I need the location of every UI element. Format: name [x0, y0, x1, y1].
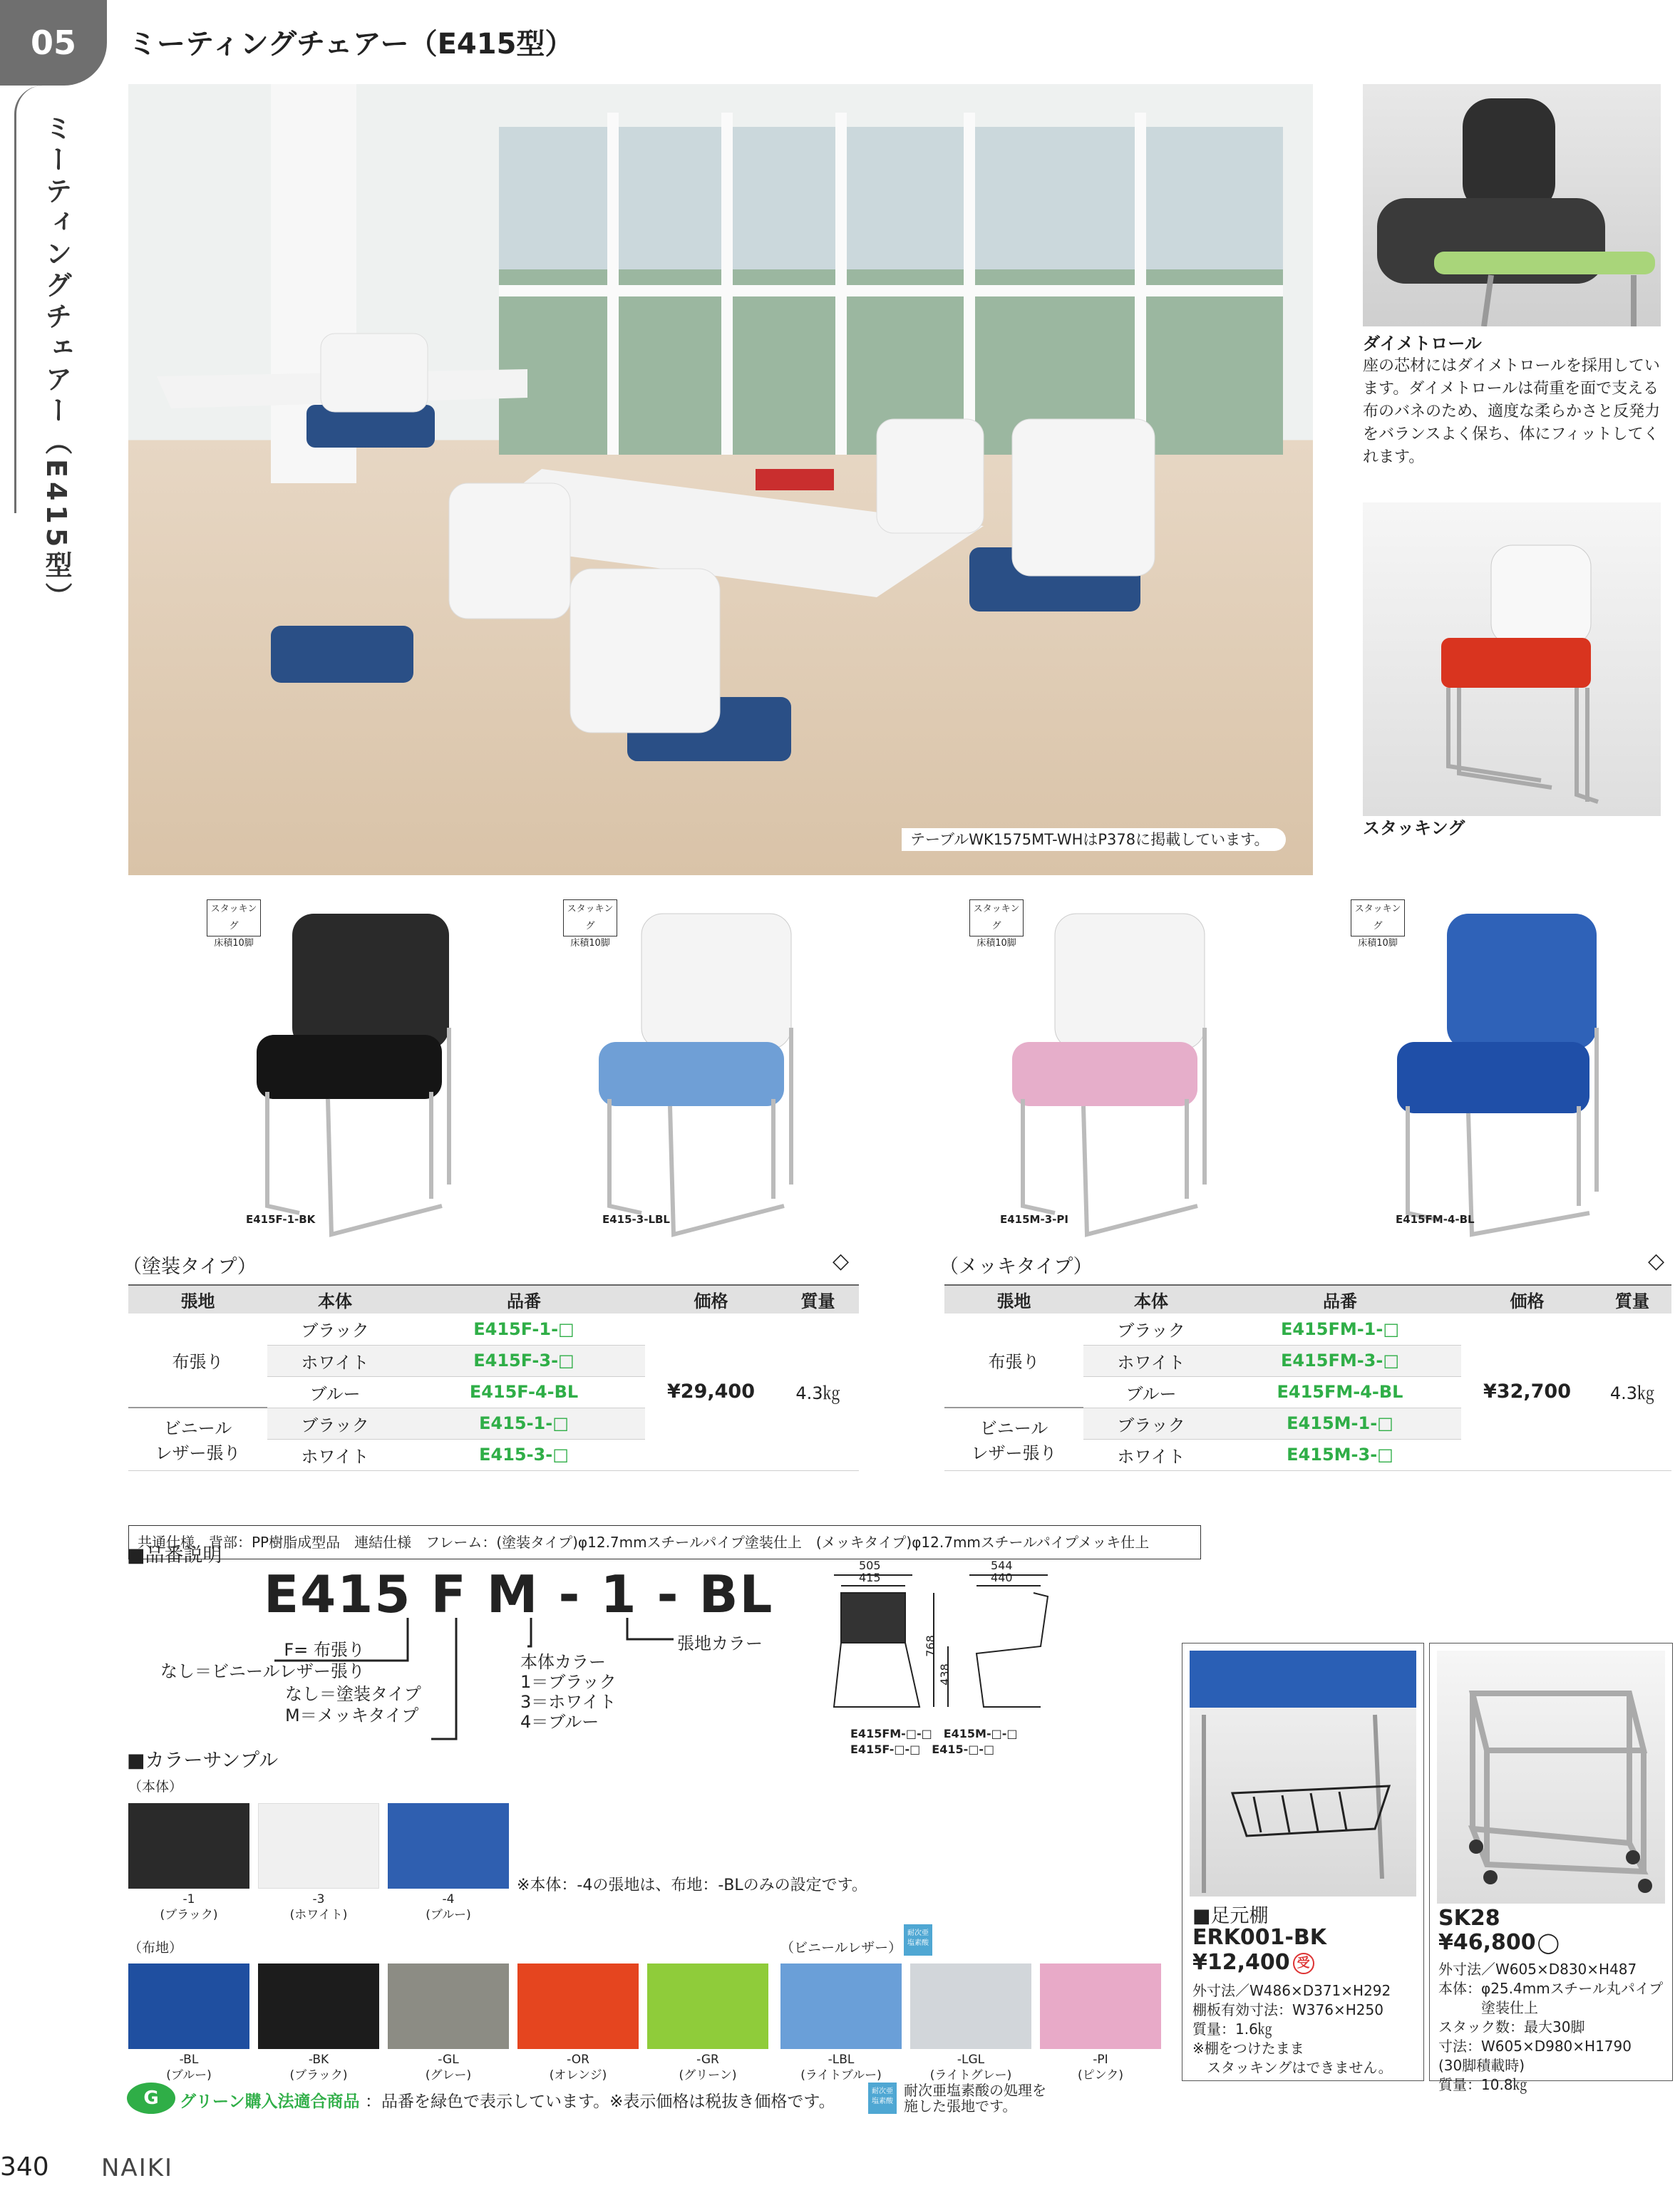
stacking-photo: [1363, 502, 1661, 816]
body-cell: ブルー: [267, 1376, 403, 1408]
common-spec: 共通仕様 背部：PP樹脂成型品 連結仕様 フレーム：(塗装タイプ)φ12.7mmスチールパイプ塗装仕上 (メッキタイプ)φ12.7mmスチールパイプメッキ仕上: [128, 1525, 1201, 1559]
code-explain-code: E415 F M - 1 - BL: [264, 1564, 774, 1624]
col-fabric: 張地: [128, 1285, 267, 1314]
dim-caption-1: E415FM-□-□ E415M-□-□: [850, 1727, 1018, 1740]
chair-image: [214, 899, 470, 1249]
plated-title: （メッキタイプ）: [939, 1256, 1093, 1278]
swatch-name: (ブラック): [289, 2068, 348, 2083]
code-explain-f: F= 布張り なし＝ビニールレザー張り: [160, 1640, 365, 1681]
fabric-swatch: [258, 1963, 379, 2049]
body-swatch-black: [128, 1803, 249, 1889]
swatch-code: -BK: [308, 2053, 329, 2067]
dim-w2: 415: [859, 1571, 881, 1584]
dymetrol-photo: [1363, 84, 1661, 326]
badge-line2: 床積10脚: [976, 938, 1016, 949]
code-explain-m: なし＝塗装タイプ M＝メッキタイプ: [285, 1684, 421, 1725]
vinyl-swatch: [780, 1963, 902, 2049]
vinyl-cell: ビニール レザー張り: [944, 1408, 1083, 1470]
chair-image: [1354, 899, 1625, 1249]
feature-dymetrol-text: 座の芯材にはダイメトロールを採用しています。ダイメトロールは荷重を面で支える布のバネのため、適度な柔らかさと反発力をバランスよく保ち、体にフィットしてくれます。: [1363, 357, 1661, 466]
code-explain-color: 本体カラー 1＝ブラック 3＝ホワイト 4＝ブルー: [520, 1652, 617, 1732]
swatch-name: (ブラック): [160, 1908, 218, 1922]
green-logo-icon: G: [127, 2083, 175, 2114]
col-price: 価格: [645, 1285, 777, 1314]
section-tab: [0, 0, 107, 86]
plated-spec-table: [944, 1284, 1671, 1471]
dim-h1: 768: [923, 1635, 937, 1657]
footer-text: ：品番を緑色で表示しています。※表示価格は税抜き価格です。: [365, 2092, 835, 2111]
col-fabric: 張地: [944, 1285, 1083, 1314]
swatch-name: (ライトブルー): [800, 2068, 882, 2083]
vinyl-swatch: [1040, 1963, 1161, 2049]
product-code: E415M-3-PI: [1000, 1213, 1068, 1226]
table-header-row: [128, 1285, 859, 1314]
body-swatch-label: [258, 1892, 379, 1923]
table-row: [128, 1314, 859, 1345]
cart-code: SK28: [1438, 1906, 1500, 1931]
body-cell: ホワイト: [267, 1345, 403, 1376]
swatch-code: -1: [182, 1892, 195, 1906]
footrest-photo: [1190, 1651, 1416, 1897]
col-code: 品番: [403, 1285, 645, 1314]
body-swatch-label: [388, 1892, 509, 1923]
footer-green: グリーン購入法適合商品: [180, 2092, 360, 2111]
fabric-swatch-label: [388, 2052, 509, 2083]
swatch-code: -3: [312, 1892, 325, 1906]
option-cart: [1429, 1643, 1673, 2093]
side-title: ミーティングチェアー（E415型）: [41, 114, 72, 614]
col-code: 品番: [1219, 1285, 1461, 1314]
fabric-swatch: [128, 1963, 249, 2049]
dim-d1: 544: [991, 1559, 1013, 1572]
cart-spec: 外寸法／W605×D830×H487 本体：φ25.4mmスチール丸パイプ 塗装仕上 スタック数：最大30脚 寸法：W605×D980×H1790 (30脚積載時) 質量：10.8㎏: [1438, 1961, 1664, 2093]
plated-diamond: ◇: [1648, 1249, 1665, 1274]
body-cell: ホワイト: [1083, 1345, 1219, 1376]
vinyl-swatches: [780, 1963, 1180, 2085]
footrest-price-value: ¥12,400: [1192, 1950, 1290, 1975]
fabric-cell: 布張り: [128, 1314, 267, 1408]
product-3: [898, 899, 1283, 1249]
swatch-code: -OR: [567, 2053, 589, 2067]
product-code: E415-3-LBL: [602, 1213, 670, 1226]
body-cell: ブラック: [1083, 1314, 1219, 1345]
code-cell: E415F-4-BL: [403, 1376, 645, 1408]
vinyl-swatch-label: [910, 2052, 1031, 2083]
dim-w1: 505: [859, 1559, 881, 1572]
weight-cell: 4.3㎏: [777, 1314, 859, 1470]
product-code: E415F-1-BK: [246, 1213, 316, 1226]
main-photo-note: テーブルWK1575MT-WHはP378に掲載しています。: [902, 828, 1286, 851]
painted-spec-table: [128, 1284, 859, 1471]
swatch-name: (グリーン): [679, 2068, 737, 2083]
code-cell: E415FM-4-BL: [1219, 1376, 1461, 1408]
room-illustration: [128, 84, 1313, 875]
badge-line1: スタッキング: [1354, 904, 1401, 932]
swatch-code: -BL: [179, 2053, 199, 2067]
fabric-label: （布地）: [128, 1940, 183, 1956]
vinyl-badge: 耐次亜 塩素酸: [904, 1924, 932, 1956]
brand-name: NAIKI: [101, 2154, 174, 2182]
painted-diamond: ◇: [833, 1249, 850, 1274]
cart-price-value: ¥46,800: [1438, 1930, 1536, 1955]
fabric-swatch-label: [647, 2052, 768, 2083]
table-row: [944, 1314, 1671, 1345]
code-cell: E415F-1-□: [403, 1314, 645, 1345]
option-footrest: [1182, 1643, 1424, 2081]
dim-h2: 438: [937, 1663, 952, 1686]
swatch-name: (ブルー): [166, 2068, 212, 2083]
code-cell: E415-1-□: [403, 1408, 645, 1439]
fabric-swatches: [128, 1963, 784, 2085]
fabric-cell: 布張り: [944, 1314, 1083, 1408]
vinyl-swatch: [910, 1963, 1031, 2049]
body-label: （本体）: [128, 1779, 183, 1795]
feature-stacking-title: スタッキング: [1363, 818, 1465, 838]
feature-dymetrol-title: ダイメトロール: [1363, 334, 1482, 354]
swatch-code: -LBL: [828, 2053, 855, 2067]
swatch-name: (オレンジ): [549, 2068, 607, 2083]
vinyl-swatch-label: [1040, 2052, 1161, 2083]
product-1: [128, 899, 513, 1249]
weight-cell: 4.3㎏: [1593, 1314, 1671, 1470]
vinyl-swatch-label: [780, 2052, 902, 2083]
page-title: ミーティングチェアー（E415型）: [128, 28, 574, 61]
vinyl-label: （ビニールレザー）: [780, 1940, 902, 1956]
footer-note: 耐次亜塩素酸の処理を 施した張地です。: [904, 2082, 1046, 2115]
dim-caption-2: E415F-□-□ E415-□-□: [850, 1743, 995, 1756]
footrest-title: ■足元棚: [1192, 1905, 1269, 1927]
price-cell: ¥29,400: [645, 1314, 777, 1470]
body-cell: ブラック: [1083, 1408, 1219, 1439]
cart-photo: [1437, 1651, 1665, 1904]
fabric-swatch-label: [517, 2052, 639, 2083]
swatch-code: -GL: [438, 2053, 459, 2067]
code-cell: E415M-3-□: [1219, 1439, 1461, 1470]
col-body: 本体: [267, 1285, 403, 1314]
fabric-swatch-label: [258, 2052, 379, 2083]
product-4: [1283, 899, 1675, 1249]
order-mark-icon: 受: [1293, 1953, 1314, 1974]
painted-title: （塗装タイプ）: [123, 1256, 257, 1278]
color-heading: ■カラーサンプル: [127, 1750, 279, 1772]
body-swatches: [128, 1803, 527, 1931]
chair-image: [556, 899, 813, 1249]
chair-image: [969, 899, 1226, 1249]
badge-line2: 床積10脚: [214, 938, 254, 949]
badge-line2: 床積10脚: [570, 938, 610, 949]
fabric-swatch: [647, 1963, 768, 2049]
code-explain-fabric: 張地カラー: [677, 1634, 763, 1653]
code-cell: E415FM-1-□: [1219, 1314, 1461, 1345]
code-cell: E415-3-□: [403, 1439, 645, 1470]
code-cell: E415FM-3-□: [1219, 1345, 1461, 1376]
col-body: 本体: [1083, 1285, 1219, 1314]
footrest-code: ERK001-BK: [1192, 1925, 1327, 1950]
code-connector-lines: [242, 1611, 699, 1753]
body-cell: ホワイト: [1083, 1439, 1219, 1470]
swatch-code: -PI: [1093, 2053, 1108, 2067]
product-2: [513, 899, 898, 1249]
badge-line1: スタッキング: [973, 904, 1020, 932]
vinyl-cell: ビニール レザー張り: [128, 1408, 267, 1470]
swatch-name: (ピンク): [1078, 2068, 1123, 2083]
badge-line1: スタッキング: [567, 904, 614, 932]
price-cell: ¥32,700: [1461, 1314, 1593, 1470]
body-swatch-blue: [388, 1803, 509, 1889]
swatch-code: -GR: [696, 2053, 719, 2067]
swatch-code: -4: [442, 1892, 455, 1906]
swatch-name: (ライトグレー): [929, 2068, 1012, 2083]
product-row: [128, 899, 1675, 1249]
col-price: 価格: [1461, 1285, 1593, 1314]
code-cell: E415M-1-□: [1219, 1408, 1461, 1439]
fabric-swatch-label: [128, 2052, 249, 2083]
code-cell: E415F-3-□: [403, 1345, 645, 1376]
body-cell: ブラック: [267, 1314, 403, 1345]
dim-d2: 440: [991, 1571, 1013, 1584]
col-weight: 質量: [1593, 1285, 1671, 1314]
table-header-row: [944, 1285, 1671, 1314]
footrest-price: [1192, 1950, 1314, 1975]
swatch-name: (グレー): [425, 2068, 472, 2083]
swatch-name: (ホワイト): [289, 1908, 348, 1922]
product-code: E415FM-4-BL: [1396, 1213, 1475, 1226]
swatch-code: -LGL: [957, 2053, 985, 2067]
code-explain-heading: ■品番説明: [127, 1544, 222, 1567]
body-swatch-label: [128, 1892, 249, 1923]
fabric-swatch: [517, 1963, 639, 2049]
body-cell: ブラック: [267, 1408, 403, 1439]
body-swatch-white: [258, 1803, 379, 1889]
cart-price: [1438, 1930, 1560, 1955]
dimension-drawing: [805, 1554, 1105, 1746]
footer-badge: 耐次亜 塩素酸: [868, 2083, 897, 2114]
swatch-name: (ブルー): [426, 1908, 471, 1922]
footrest-spec: 外寸法／W486×D371×H292 棚板有効寸法：W376×H250 質量：1.6㎏ ※棚をつけたまま スタッキングはできません。: [1192, 1982, 1393, 2076]
col-weight: 質量: [777, 1285, 859, 1314]
section-number: 05: [30, 24, 76, 62]
badge-line2: 床積10脚: [1358, 938, 1398, 949]
stock-mark-icon: ◯: [1537, 1931, 1560, 1954]
main-photo: [128, 84, 1313, 875]
badge-line1: スタッキング: [210, 904, 257, 932]
page-number: 340: [0, 2152, 49, 2182]
body-cell: ブルー: [1083, 1376, 1219, 1408]
body-note: ※本体：-4の張地は、布地：-BLのみの設定です。: [517, 1877, 867, 1894]
fabric-swatch: [388, 1963, 509, 2049]
body-cell: ホワイト: [267, 1439, 403, 1470]
